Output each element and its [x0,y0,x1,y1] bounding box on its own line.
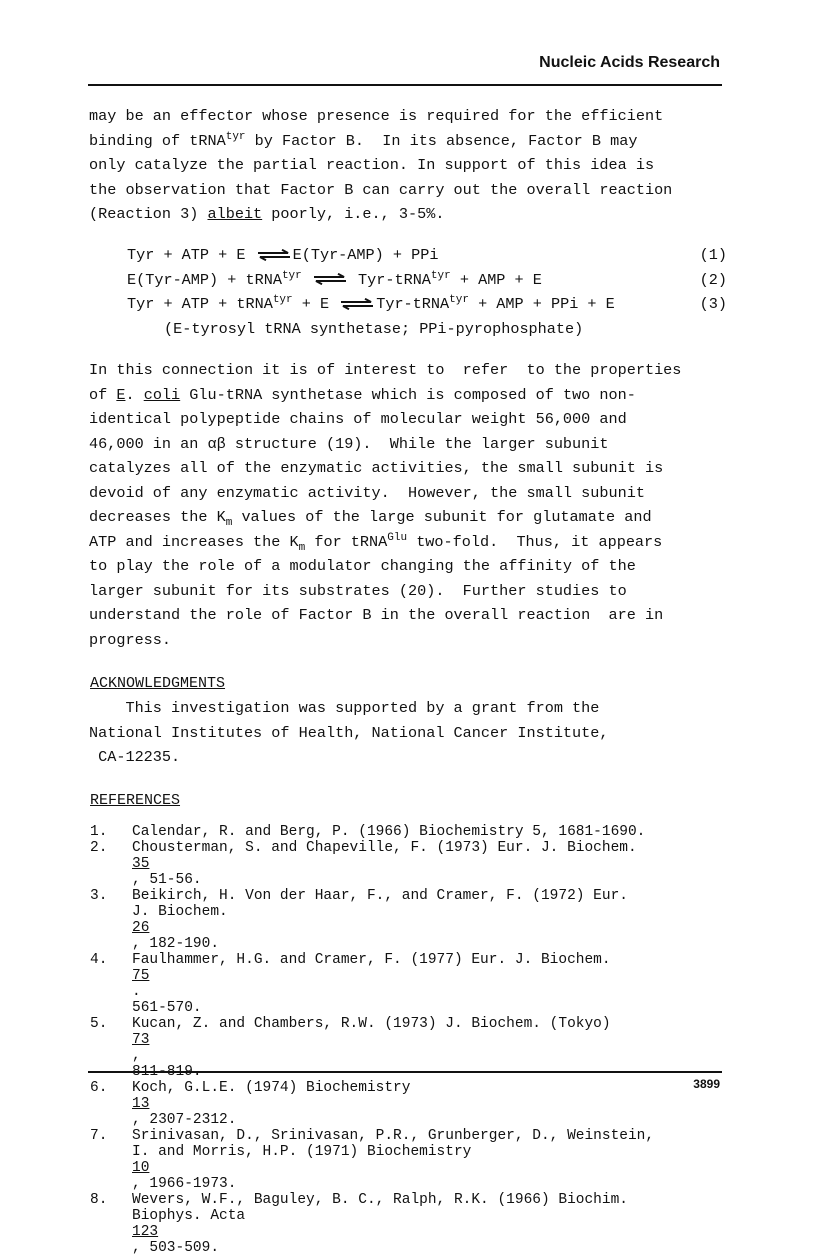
reference-number: 7. [90,1128,108,1144]
header-rule [88,84,722,86]
text-line: may be an effector whose presence is required for the efficient [89,107,664,125]
equation-expression: Tyr + ATP + E E(Tyr-AMP) + PPi [127,246,439,264]
text-line: (Reaction 3) albeit poorly, i.e., 3-5%. [89,205,445,223]
reference-item [90,1128,730,1192]
reference-line: Chousterman, S. and Chapeville, F. (1973) Eur. J. Biochem. [132,840,637,856]
equation-number: (1) [699,246,727,264]
reference-number: 1. [90,824,108,840]
reference-number: 6. [90,1080,108,1096]
reaction-equations [127,243,727,341]
reference-item [90,1080,730,1128]
equilibrium-arrow-icon [313,273,347,285]
footer-rule [88,1071,722,1073]
references-list [90,824,730,1256]
text-line: the observation that Factor B can carry out the overall reaction [89,180,673,199]
reference-text [132,824,730,840]
text-line: binding of tRNA$^{tyr}$ by Factor B. In its absence, Factor B may [89,130,638,150]
paragraph-1 [89,104,729,227]
reference-line: I. and Morris, H.P. (1971) Biochemistry 10 , 1966-1973. [132,1144,481,1192]
reference-text [132,888,730,952]
text-line: larger subunit for its substrates (20). Further studies to [89,581,627,600]
text-line: understand the role of Factor B in the overall reaction are in [89,606,664,624]
reference-item [90,840,730,888]
reference-line: Biophys. Acta 123 , 503-509. [132,1208,254,1256]
equation-legend: (E-tyrosyl tRNA synthetase; PPi-pyrophosphate) [164,319,584,338]
reference-item [90,952,730,1016]
text-line: ATP and increases the $K_m$ for tRNA$^{Glu}$ two-fold. Thus, it appears [89,531,663,554]
reference-line: Beikirch, H. Von der Haar, F., and Cramer, F. (1972) Eur. [132,888,628,904]
text-line: catalyzes all of the enzymatic activities, the small subunit is [89,459,664,477]
page-number: 3899 [693,1077,720,1091]
reference-item [90,824,730,840]
reference-text [132,840,730,888]
reference-line: Calendar, R. and Berg, P. (1966) Biochemistry 5, 1681-1690. [132,824,646,840]
journal-title: Nucleic Acids Research [539,54,720,71]
reference-line: 561-570. [132,1000,202,1016]
reference-number: 2. [90,840,108,856]
text-line: to play the role of a modulator changing the affinity of the [89,557,636,575]
text-line: CA-12235. [89,748,181,766]
reference-line: Kucan, Z. and Chambers, R.W. (1973) J. Biochem. (Tokyo) 73 , [132,1016,620,1064]
equation-row [127,268,727,293]
reference-line: 35 , 51-56. [132,856,202,888]
equilibrium-arrow-icon [257,249,291,261]
equation-row [127,243,727,268]
reference-item [90,1192,730,1256]
equilibrium-arrow-icon [340,298,374,310]
equation-number: (2) [699,270,727,289]
text-line: decreases the $K_m$ values of the large subunit for glutamate and [89,508,652,529]
text-line: In this connection it is of interest to refer to the properties [89,361,682,379]
text-line: only catalyze the partial reaction. In support of this idea is [89,156,655,174]
acknowledgments-heading: ACKNOWLEDGMENTS [90,675,226,692]
reference-line: Wevers, W.F., Baguley, B. C., Ralph, R.K. (1966) Biochim. [132,1192,628,1208]
text-line: 46,000 in an αβ structure (19). While the larger subunit [89,434,609,453]
acknowledgments-text [89,696,729,770]
text-line: of E. coli Glu-tRNA synthetase which is composed of two non- [89,385,636,404]
text-line: devoid of any enzymatic activity. However, the small subunit [89,483,645,502]
reference-number: 4. [90,952,108,968]
equation-row [127,292,727,317]
text-line: National Institutes of Health, National Cancer Institute, [89,723,609,742]
reference-number: 3. [90,888,108,904]
reference-number: 5. [90,1016,108,1032]
reference-line: Faulhammer, H.G. and Cramer, F. (1977) Eur. J. Biochem. 75 . [132,952,620,1000]
reference-text [132,1128,730,1192]
paragraph-2 [89,358,729,652]
reference-number: 8. [90,1192,108,1208]
equation-expression: E(Tyr-AMP) + tRNA$^{tyr}$ Tyr-tRNA$^{tyr}$ + AMP + E [127,269,542,289]
equation-number: (3) [699,295,727,313]
reference-text [132,952,730,1016]
text-line: This investigation was supported by a grant from the [89,699,600,717]
reference-text [132,1192,730,1256]
text-line: identical polypeptide chains of molecular weight 56,000 and [89,410,627,428]
reference-line: Koch, G.L.E. (1974) Biochemistry 13 , 2307-2312. [132,1080,420,1128]
reference-line: 811-819. [132,1064,202,1080]
equation-expression: Tyr + ATP + tRNA$^{tyr}$ + E Tyr-tRNA$^{tyr}$ + AMP + PPi + E [127,294,615,313]
reference-item [90,888,730,952]
text-line: progress. [89,630,172,649]
reference-text [132,1080,730,1128]
references-heading: REFERENCES [90,792,181,809]
reference-line: J. Biochem. 26 , 182-190. [132,904,237,952]
reference-line: Srinivasan, D., Srinivasan, P.R., Grunberger, D., Weinstein, [132,1128,655,1144]
